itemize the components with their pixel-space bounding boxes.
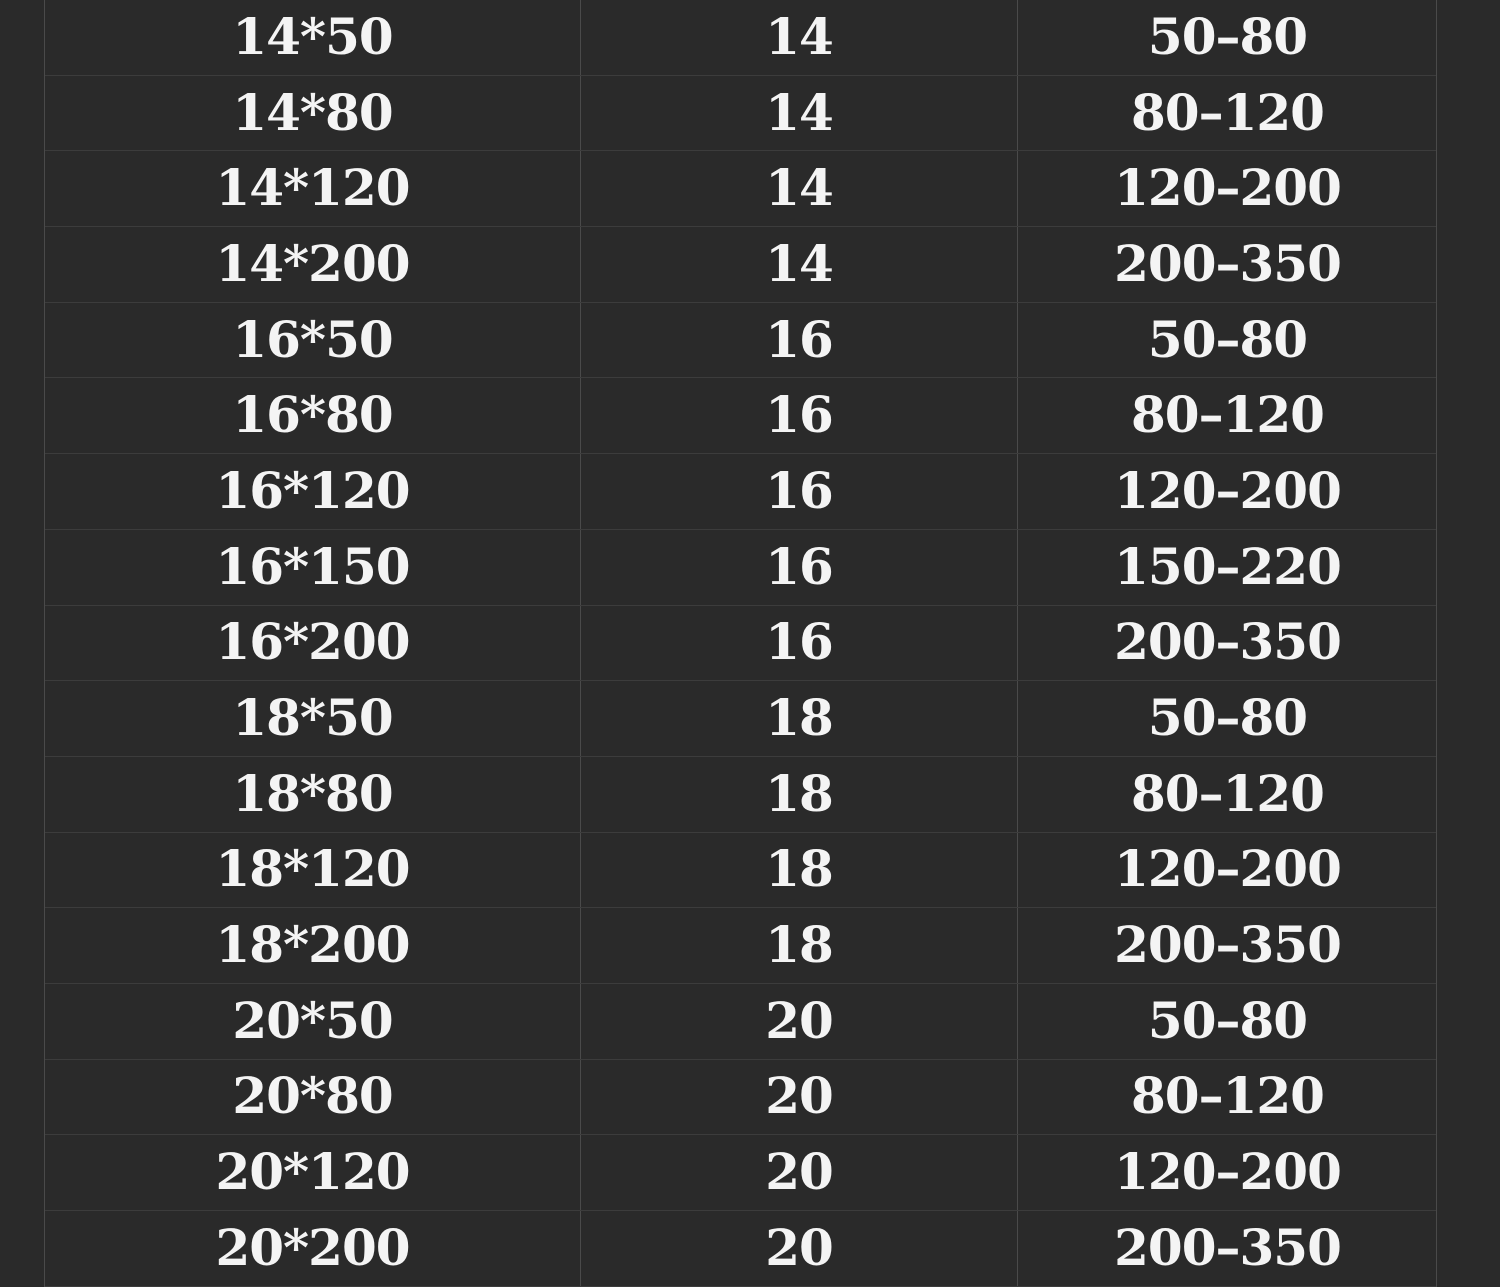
size-cell: 16*80: [232, 385, 393, 445]
table-row: [45, 1211, 1436, 1287]
table-row: [45, 984, 1436, 1060]
range-cell: 50–80: [1017, 681, 1437, 756]
size-cell: 14*120: [215, 158, 410, 218]
diameter-cell: 14: [580, 76, 1017, 151]
table-row: [45, 606, 1436, 682]
range-cell: 80–120: [1017, 757, 1437, 832]
range-cell: 50–80: [1017, 303, 1437, 378]
range-cell: 80–120: [1017, 1060, 1437, 1135]
diameter-cell: 18: [580, 833, 1017, 908]
size-cell: 14*50: [232, 6, 393, 66]
size-cell: 16*50: [232, 309, 393, 369]
size-cell: 18*80: [232, 763, 393, 823]
range-cell: 80–120: [1017, 76, 1437, 151]
table-row: [45, 303, 1436, 379]
diameter-cell: 20: [580, 1060, 1017, 1135]
diameter-cell: 16: [580, 606, 1017, 681]
diameter-cell: 20: [580, 1135, 1017, 1210]
size-cell: 20*120: [215, 1142, 410, 1202]
table-row: [45, 0, 1436, 76]
range-cell: 120–200: [1017, 1135, 1437, 1210]
table-row: [45, 908, 1436, 984]
size-cell: 20*200: [215, 1217, 410, 1277]
diameter-cell: 16: [580, 454, 1017, 529]
table-row: [45, 757, 1436, 833]
table-row: [45, 833, 1436, 909]
range-cell: 120–200: [1017, 454, 1437, 529]
diameter-cell: 18: [580, 908, 1017, 983]
table-row: [45, 151, 1436, 227]
diameter-cell: 20: [580, 984, 1017, 1059]
range-cell: 150–220: [1017, 530, 1437, 605]
diameter-cell: 14: [580, 0, 1017, 75]
table-row: [45, 1135, 1436, 1211]
table-row: [45, 454, 1436, 530]
diameter-cell: 16: [580, 530, 1017, 605]
table-row: [45, 1060, 1436, 1136]
range-cell: 120–200: [1017, 151, 1437, 226]
size-cell: 20*80: [232, 1066, 393, 1126]
spec-table: [44, 0, 1437, 1287]
diameter-cell: 14: [580, 227, 1017, 302]
table-row: [45, 530, 1436, 606]
range-cell: 200–350: [1017, 908, 1437, 983]
size-cell: 14*200: [215, 233, 410, 293]
size-cell: 18*120: [215, 839, 410, 899]
diameter-cell: 16: [580, 303, 1017, 378]
diameter-cell: 20: [580, 1211, 1017, 1286]
range-cell: 50–80: [1017, 0, 1437, 75]
range-cell: 200–350: [1017, 1211, 1437, 1286]
table-row: [45, 76, 1436, 152]
diameter-cell: 18: [580, 757, 1017, 832]
range-cell: 50–80: [1017, 984, 1437, 1059]
table-row: [45, 681, 1436, 757]
table-row: [45, 227, 1436, 303]
range-cell: 200–350: [1017, 227, 1437, 302]
size-cell: 16*150: [215, 536, 410, 596]
size-cell: 18*50: [232, 688, 393, 748]
diameter-cell: 14: [580, 151, 1017, 226]
size-cell: 18*200: [215, 915, 410, 975]
diameter-cell: 18: [580, 681, 1017, 756]
range-cell: 200–350: [1017, 606, 1437, 681]
table-row: [45, 378, 1436, 454]
size-cell: 16*200: [215, 612, 410, 672]
diameter-cell: 16: [580, 378, 1017, 453]
size-cell: 14*80: [232, 82, 393, 142]
range-cell: 120–200: [1017, 833, 1437, 908]
range-cell: 80–120: [1017, 378, 1437, 453]
size-cell: 16*120: [215, 460, 410, 520]
size-cell: 20*50: [232, 990, 393, 1050]
